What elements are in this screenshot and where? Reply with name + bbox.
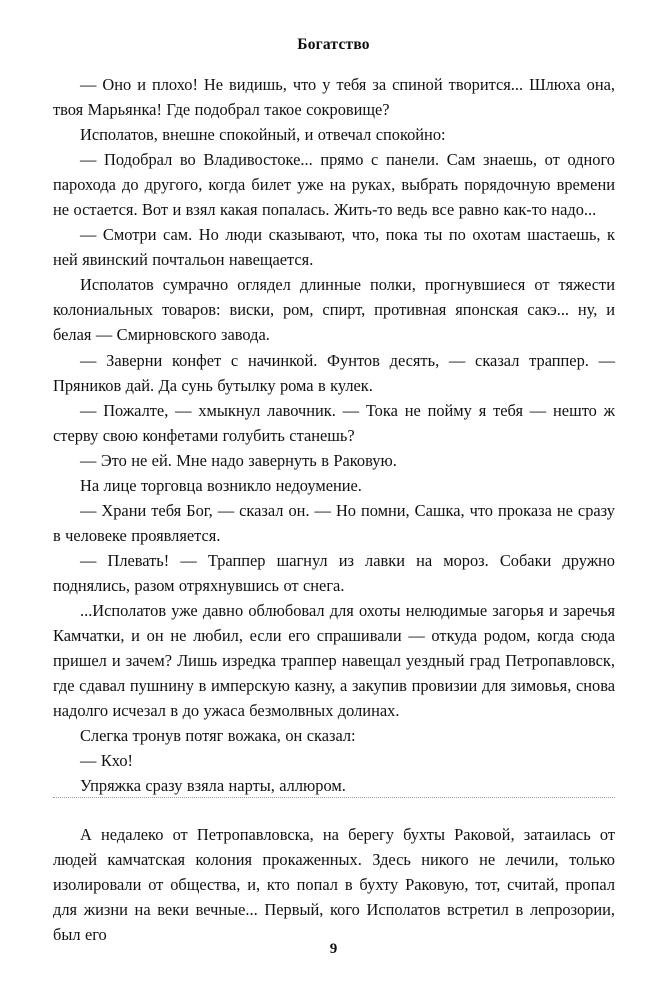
paragraph: Исполатов, внешне спокойный, и отвечал спокойно: xyxy=(80,125,446,145)
body-text-upper-section xyxy=(53,72,615,798)
paragraph: — Заверни конфет с начинкой. Фунтов десять, — сказал траппер. — Пряников дай. Да сунь бутылку рома в кулек. xyxy=(53,350,615,395)
paragraph: — Кхо! xyxy=(80,751,133,771)
paragraph: Упряжка сразу взяла нарты, аллюром. xyxy=(80,776,346,796)
paragraph: — Подобрал во Владивостоке... прямо с панели. Сам знаешь, от одного парохода до другого, когда билет уже на руках, выбрать порядочную времени не остается. Вот и взял какая попалась. Жить-то ведь все равно как-то надо... xyxy=(53,150,615,220)
paragraph: А недалеко от Петропавловска, на берегу бухты Раковой, затаилась от людей камчатская колония прокаженных. Здесь никого не лечили, только изолировали от общества, и, кто попал в бухту Раковую, тот, считай, пропал для жизни на веки вечные... Первый, кого Исполатов встретил в лепрозории, был его xyxy=(53,825,615,945)
paragraph: — Это не ей. Мне надо завернуть в Раковую. xyxy=(80,450,397,470)
paragraph: Слегка тронув потяг вожака, он сказал: xyxy=(80,726,356,746)
body-text-lower-section xyxy=(53,822,615,947)
paragraph: — Смотри сам. Но люди сказывают, что, пока ты по охотам шастаешь, к ней явинский почтальон навещается. xyxy=(53,225,615,270)
paragraph: — Плевать! — Траппер шагнул из лавки на мороз. Собаки дружно поднялись, разом отряхнувшись от снега. xyxy=(53,550,615,595)
paragraph: — Оно и плохо! Не видишь, что у тебя за спиной творится... Шлюха она, твоя Марьянка! Где подобрал такое сокровище? xyxy=(53,75,615,120)
paragraph: Исполатов сумрачно оглядел длинные полки, прогнувшиеся от тяжести колониальных товаров: виски, ром, спирт, противная японская сакэ... ну, и белая — Смирновского завода. xyxy=(53,275,615,345)
running-head: Богатство xyxy=(297,36,370,53)
paragraph: — Храни тебя Бог, — сказал он. — Но помни, Сашка, что проказа не сразу в человеке проявляется. xyxy=(53,500,615,545)
paragraph: ...Исполатов уже давно облюбовал для охоты нелюдимые загорья и заречья Камчатки, и он не любил, если его спрашивали — откуда родом, когда сюда пришел и зачем? Лишь изредка траппер навещал уездный град Петропавловск, где сдавал пушнину в имперскую казну, а закупив провизии для зимовья, снова надолго исчезал в до ужаса безмолвных долинах. xyxy=(53,600,615,721)
section-divider xyxy=(53,797,615,799)
paragraph: — Пожалте, — хмыкнул лавочник. — Тока не пойму я тебя — нешто ж стерву свою конфетами голубить станешь? xyxy=(53,400,615,445)
page-number: 9 xyxy=(329,941,338,957)
paragraph: На лице торговца возникло недоумение. xyxy=(80,475,362,495)
